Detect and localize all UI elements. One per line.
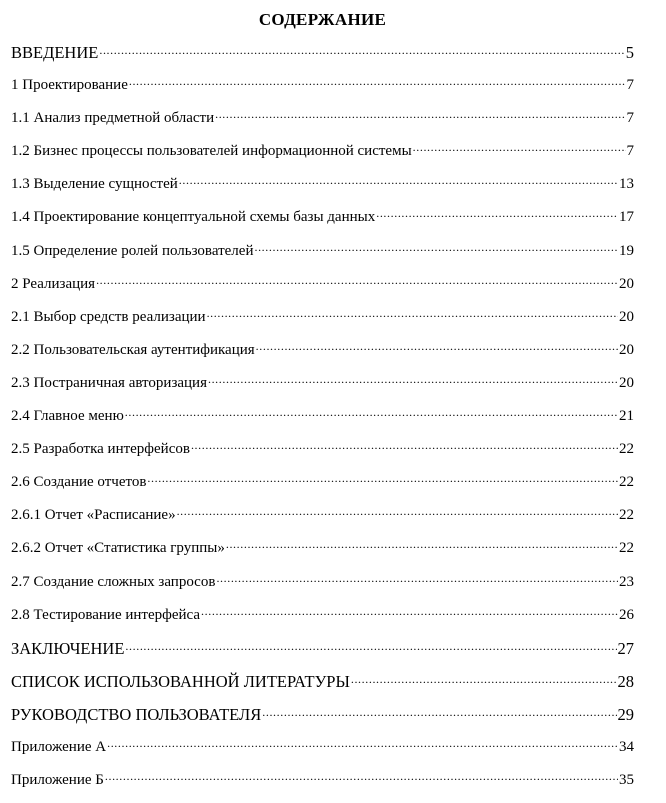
toc-dot-leader — [125, 405, 618, 420]
toc-title: СОДЕРЖАНИЕ — [258, 10, 387, 29]
toc-entry-label: Приложение А — [11, 738, 107, 755]
toc-entry-label: 1.5 Определение ролей пользователей — [11, 242, 254, 259]
toc-entry-label: 2.2 Пользовательская аутентификация — [11, 341, 255, 358]
toc-entry[interactable] — [11, 433, 634, 466]
toc-entry[interactable] — [11, 367, 634, 400]
toc-entry-label: 1.1 Анализ предметной области — [11, 110, 215, 127]
toc-entry[interactable] — [11, 201, 634, 234]
toc-entry-page-number: 23 — [619, 573, 634, 590]
toc-entry-page-number: 28 — [617, 671, 634, 691]
toc-dot-leader — [147, 471, 618, 486]
toc-entry-page-number: 22 — [619, 540, 634, 557]
toc-entry-page-number: 7 — [626, 143, 634, 160]
toc-list — [11, 36, 634, 797]
toc-dot-leader — [191, 438, 618, 453]
toc-entry-page-number: 19 — [619, 242, 634, 259]
toc-dot-leader — [376, 206, 618, 221]
toc-entry-page-number: 34 — [619, 738, 634, 755]
toc-entry-page-number: 21 — [619, 408, 634, 425]
toc-entry-label: 2.6.2 Отчет «Статистика группы» — [11, 540, 225, 557]
toc-entry[interactable] — [11, 135, 634, 168]
toc-dot-leader — [208, 372, 618, 387]
toc-entry-page-number: 20 — [619, 374, 634, 391]
toc-entry-page-number: 17 — [619, 209, 634, 226]
toc-dot-leader — [351, 670, 617, 687]
toc-entry-label: СПИСОК ИСПОЛЬЗОВАННОЙ ЛИТЕРАТУРЫ — [11, 671, 350, 691]
toc-dot-leader — [107, 736, 618, 751]
toc-entry-page-number: 20 — [619, 275, 634, 292]
toc-entry[interactable] — [11, 102, 634, 135]
toc-entry-label: 1 Проектирование — [11, 77, 128, 94]
toc-dot-leader — [216, 571, 618, 586]
toc-dot-leader — [201, 604, 618, 619]
toc-entry[interactable] — [11, 235, 634, 268]
toc-dot-leader — [413, 140, 626, 155]
toc-dot-leader — [215, 107, 625, 122]
toc-entry-label: 1.4 Проектирование концептуальной схемы базы данных — [11, 209, 376, 226]
toc-entry-label: 2 Реализация — [11, 275, 96, 292]
toc-entry[interactable] — [11, 301, 634, 334]
toc-entry-page-number: 26 — [619, 606, 634, 623]
toc-entry[interactable] — [11, 69, 634, 102]
toc-entry-page-number: 22 — [619, 441, 634, 458]
toc-dot-leader — [254, 240, 618, 255]
toc-entry-label: 2.4 Главное меню — [11, 408, 124, 425]
toc-entry-page-number: 7 — [626, 77, 634, 94]
toc-entry[interactable] — [11, 466, 634, 499]
toc-entry-page-number: 7 — [626, 110, 634, 127]
toc-entry-label: 2.6 Создание отчетов — [11, 474, 147, 491]
toc-entry-page-number: 5 — [625, 43, 634, 62]
toc-entry-label: 2.7 Создание сложных запросов — [11, 573, 216, 590]
toc-dot-leader — [177, 504, 618, 519]
toc-entry-page-number: 22 — [619, 507, 634, 524]
toc-entry-label: ВВЕДЕНИЕ — [11, 43, 99, 62]
toc-entry-page-number: 27 — [617, 638, 634, 658]
toc-entry[interactable] — [11, 731, 634, 764]
toc-entry-label: 2.5 Разработка интерфейсов — [11, 441, 190, 458]
toc-entry[interactable] — [11, 168, 634, 201]
toc-entry[interactable] — [11, 499, 634, 532]
toc-entry-page-number: 13 — [619, 176, 634, 193]
toc-entry-label: 2.3 Постраничная авторизация — [11, 374, 207, 391]
toc-entry[interactable] — [11, 268, 634, 301]
toc-entry[interactable] — [11, 532, 634, 565]
toc-dot-leader — [129, 74, 626, 89]
toc-dot-leader — [226, 537, 618, 552]
toc-entry-page-number: 22 — [619, 474, 634, 491]
toc-dot-leader — [179, 173, 618, 188]
toc-entry[interactable] — [11, 698, 634, 731]
toc-entry[interactable] — [11, 566, 634, 599]
toc-entry-page-number: 20 — [619, 341, 634, 358]
toc-entry-label: 2.8 Тестирование интерфейса — [11, 606, 201, 623]
toc-dot-leader — [207, 306, 618, 321]
toc-entry[interactable] — [11, 599, 634, 632]
toc-entry[interactable] — [11, 764, 634, 797]
toc-entry[interactable] — [11, 334, 634, 367]
toc-entry-label: 1.2 Бизнес процессы пользователей информационной системы — [11, 143, 412, 160]
toc-entry-page-number: 20 — [619, 308, 634, 325]
toc-entry-page-number: 35 — [619, 772, 634, 789]
toc-dot-leader — [99, 42, 624, 59]
toc-entry-page-number: 29 — [617, 704, 634, 724]
toc-entry-label: 2.1 Выбор средств реализации — [11, 308, 206, 325]
toc-dot-leader — [96, 273, 618, 288]
toc-dot-leader — [125, 637, 616, 654]
toc-dot-leader — [105, 769, 618, 784]
toc-entry[interactable] — [11, 665, 634, 698]
toc-entry[interactable] — [11, 36, 634, 69]
toc-dot-leader — [256, 339, 618, 354]
toc-entry-label: Приложение Б — [11, 772, 104, 789]
toc-entry-label: РУКОВОДСТВО ПОЛЬЗОВАТЕЛЯ — [11, 704, 262, 724]
toc-dot-leader — [262, 703, 616, 720]
toc-entry[interactable] — [11, 400, 634, 433]
toc-entry[interactable] — [11, 632, 634, 665]
toc-entry-label: 1.3 Выделение сущностей — [11, 176, 178, 193]
toc-entry-label: 2.6.1 Отчет «Расписание» — [11, 507, 176, 524]
toc-entry-label: ЗАКЛЮЧЕНИЕ — [11, 638, 125, 658]
